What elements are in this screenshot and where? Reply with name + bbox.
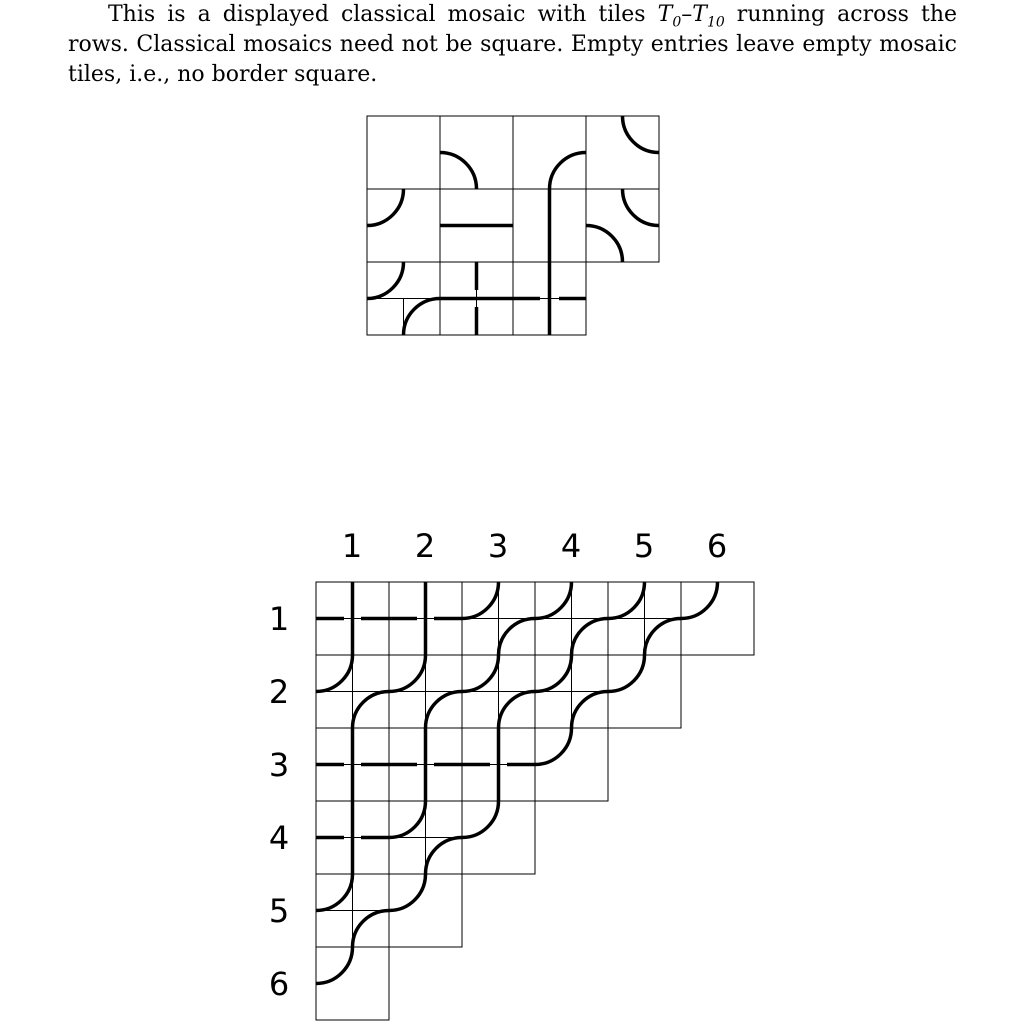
- triangular-mosaic-strands: [316, 582, 718, 984]
- row-label-3: 3: [268, 746, 290, 784]
- row-label-1: 1: [268, 600, 290, 638]
- row-labels: [269, 600, 289, 1003]
- classical-mosaic: [367, 116, 659, 335]
- intro-tail: running across the rows. Classical mosaics need not be square. Empty entries leave empty mosaic tiles, i.e., no border square.: [68, 2, 958, 87]
- intro-lead: This is a displayed classical mosaic with tiles: [108, 2, 658, 27]
- intro-dash: –: [681, 2, 693, 27]
- column-label-2: 2: [414, 527, 436, 565]
- column-label-4: 4: [560, 527, 582, 565]
- row-label-4: 4: [268, 819, 290, 857]
- row-label-2: 2: [268, 673, 290, 711]
- row-label-5: 5: [268, 892, 290, 930]
- column-label-1: 1: [341, 527, 363, 565]
- column-label-3: 3: [487, 527, 509, 565]
- column-label-6: 6: [706, 527, 728, 565]
- triangular-mosaic-grid: [316, 582, 754, 1020]
- row-label-6: 6: [268, 965, 290, 1003]
- tile-first-symbol: $T_0$: [657, 2, 682, 31]
- tile-last-symbol: $T_{10}$: [692, 2, 725, 31]
- triangular-mosaic: [269, 527, 754, 1020]
- column-labels: [342, 527, 727, 565]
- column-label-5: 5: [633, 527, 655, 565]
